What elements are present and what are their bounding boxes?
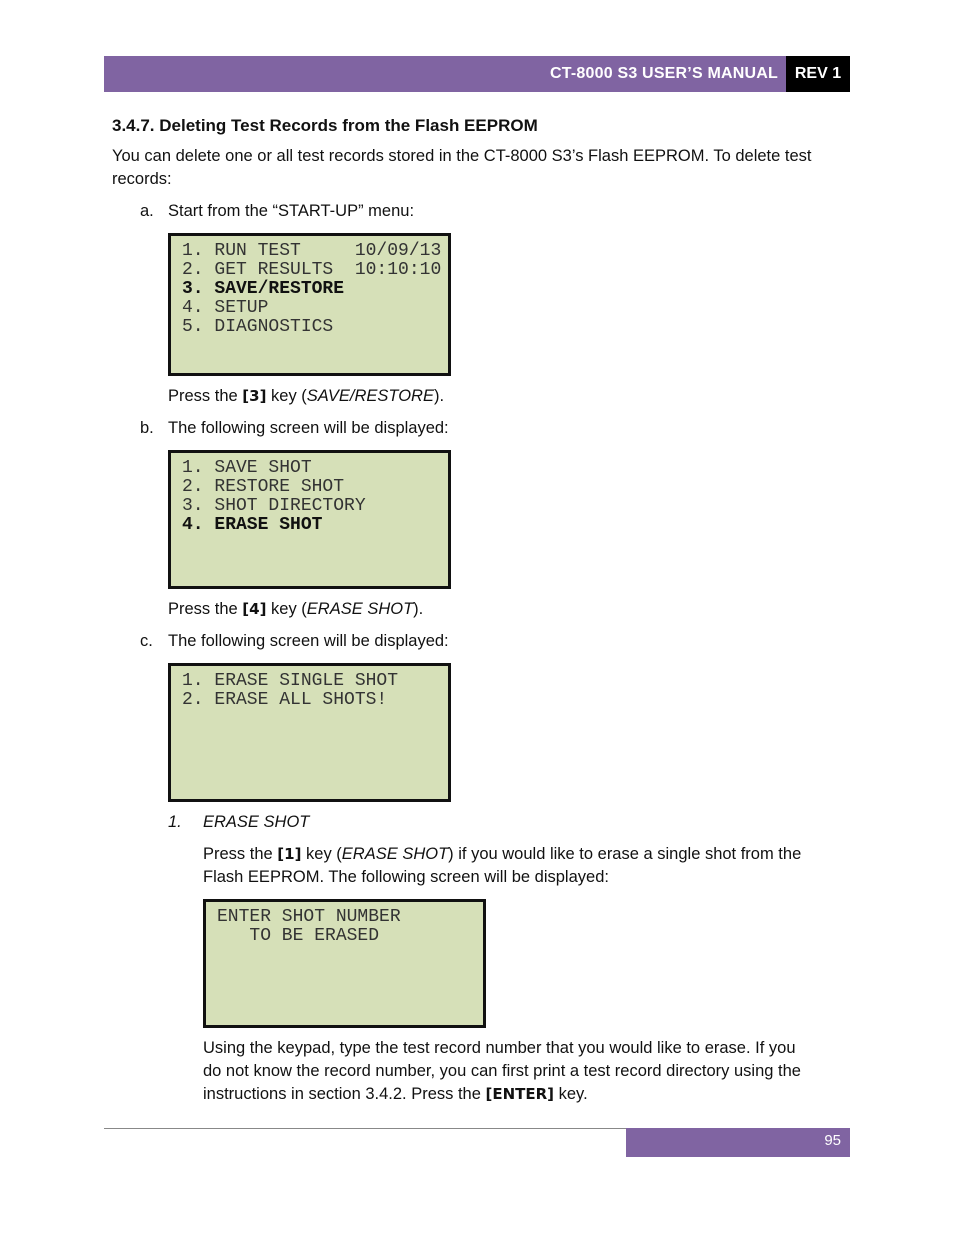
text: Press the	[168, 600, 243, 618]
lcd-line: TO BE ERASED	[217, 926, 380, 946]
text: ) if you would like to erase a single shot from the	[448, 845, 802, 863]
text: key (	[266, 387, 307, 405]
intro-line-2: records:	[112, 170, 172, 188]
text: Press the	[168, 387, 243, 405]
page-number: 95	[824, 1132, 841, 1149]
lcd-line: 4. SETUP	[182, 298, 269, 318]
text: ).	[413, 600, 424, 618]
lcd-line: 1. SAVE SHOT	[182, 458, 312, 478]
key-1-label: [1]	[277, 845, 302, 863]
keypad-line-2: do not know the record number, you can first print a test record directory using the	[203, 1062, 801, 1080]
enter-key-label: [ENTER]	[485, 1085, 555, 1103]
lcd-line-highlighted: 3. SAVE/RESTORE	[182, 279, 345, 299]
lcd-startup-menu	[168, 233, 451, 376]
manual-title: CT-8000 S3 USER’S MANUAL	[550, 65, 778, 82]
text: Press the	[203, 845, 278, 863]
lcd-line: ENTER SHOT NUMBER	[217, 907, 401, 927]
footer-bar	[626, 1128, 850, 1157]
keypad-line-1: Using the keypad, type the test record number that you would like to erase. If you	[203, 1039, 796, 1057]
lcd-line: 2. ERASE ALL SHOTS!	[182, 690, 388, 710]
text: key.	[554, 1085, 588, 1103]
lcd-line: 5. DIAGNOSTICS	[182, 317, 334, 337]
keypad-line-3	[203, 1083, 588, 1106]
lcd-line: 3. SHOT DIRECTORY	[182, 496, 366, 516]
menu-name: ERASE SHOT	[306, 600, 414, 618]
step-b-text: The following screen will be displayed:	[168, 419, 449, 437]
step-c-marker: c.	[140, 632, 153, 650]
key-4-label: [4]	[242, 600, 267, 618]
lcd-line: 1. RUN TEST 10/09/13	[182, 241, 442, 261]
header-bar	[104, 56, 786, 92]
menu-name: ERASE SHOT	[341, 845, 449, 863]
substep-title: ERASE SHOT	[203, 813, 310, 831]
revision-badge: REV 1	[786, 56, 850, 92]
key-3-label: [3]	[242, 387, 267, 405]
text: instructions in section 3.4.2. Press the	[203, 1085, 486, 1103]
lcd-line: 2. GET RESULTS 10:10:10	[182, 260, 442, 280]
substep-marker: 1.	[168, 813, 182, 831]
lcd-line: 1. ERASE SINGLE SHOT	[182, 671, 399, 691]
text: key (	[301, 845, 342, 863]
lcd-erase-menu	[168, 663, 451, 802]
step-a-text: Start from the “START-UP” menu:	[168, 202, 415, 220]
menu-name: SAVE/RESTORE	[306, 387, 434, 405]
press-4-instruction	[168, 598, 423, 621]
lcd-line: 2. RESTORE SHOT	[182, 477, 345, 497]
intro-line-1: You can delete one or all test records stored in the CT-8000 S3’s Flash EEPROM. To delete test	[112, 147, 812, 165]
lcd-line-highlighted: 4. ERASE SHOT	[182, 515, 323, 535]
substep-line-2: Flash EEPROM. The following screen will be displayed:	[203, 868, 609, 886]
lcd-enter-shot-number	[203, 899, 486, 1028]
press-3-instruction	[168, 385, 444, 408]
lcd-save-restore-menu	[168, 450, 451, 589]
step-b-marker: b.	[140, 419, 154, 437]
step-a-marker: a.	[140, 202, 154, 220]
text: ).	[433, 387, 445, 405]
step-c-text: The following screen will be displayed:	[168, 632, 449, 650]
press-1-instruction	[203, 843, 801, 866]
section-title: 3.4.7. Deleting Test Records from the Flash EEPROM	[112, 116, 538, 135]
text: key (	[266, 600, 307, 618]
